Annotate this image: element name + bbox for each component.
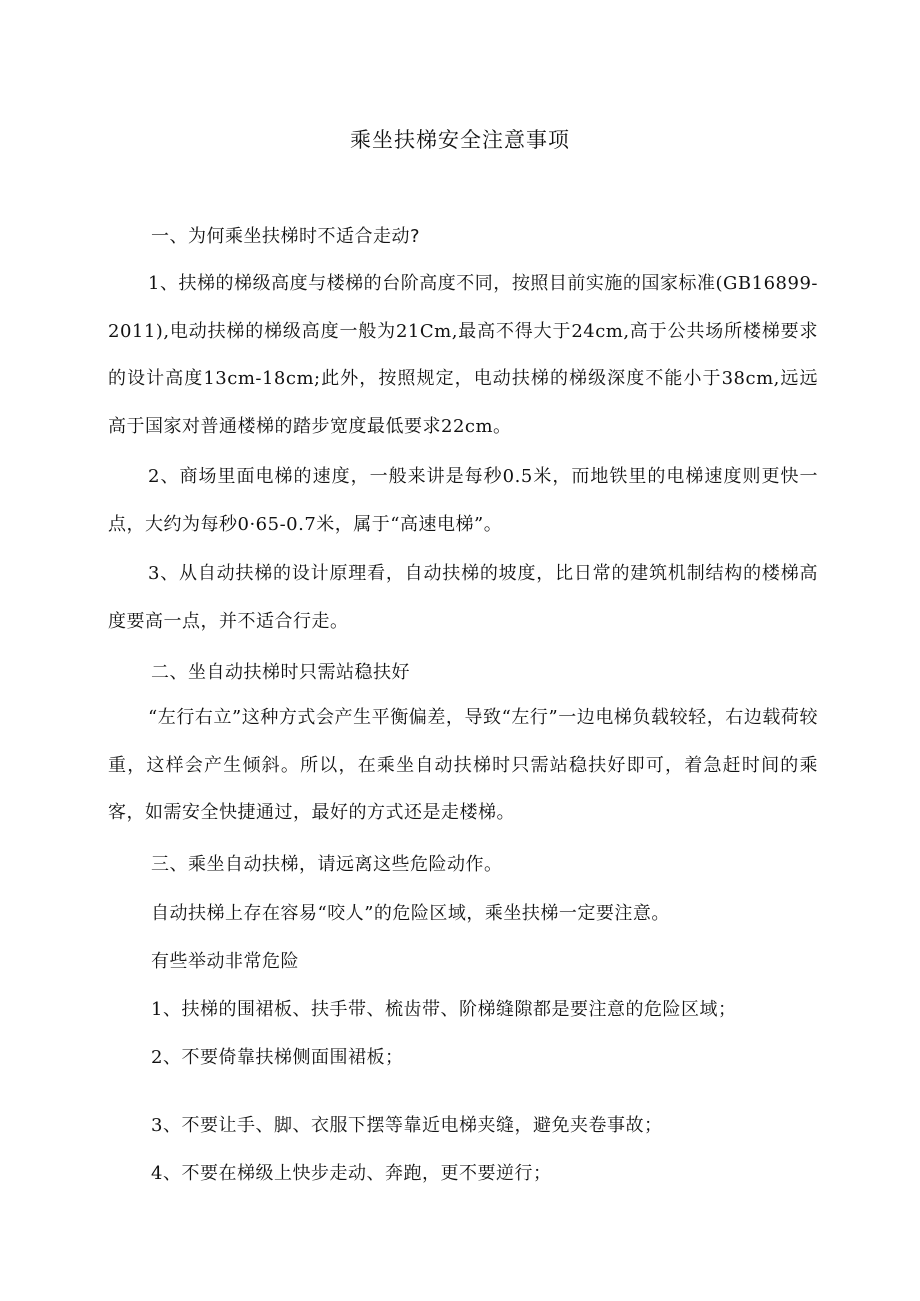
- section-1-paragraph-2: 2、商场里面电梯的速度，一般来讲是每秒0.5米，而地铁里的电梯速度则更快一点，大约为每秒0·65-0.7米，属于“高速电梯”。: [108, 466, 818, 535]
- section-2-heading: 二、坐自动扶梯时只需站稳扶好: [151, 662, 410, 683]
- section-1-paragraph-1: 1、扶梯的梯级高度与楼梯的台阶高度不同，按照目前实施的国家标准(GB16899-2011),电动扶梯的梯级高度一般为21Cm,最高不得大于24cm,高于公共场所楼梯要求的设计高度13cm-18cm;此外，按照规定，电动扶梯的梯级深度不能小于38cm,远远高于国家对普通楼梯的踏步宽度最低要求22cm。: [108, 273, 818, 437]
- section-1-paragraph-3: 3、从自动扶梯的设计原理看，自动扶梯的坡度，比日常的建筑机制结构的楼梯高度要高一点，并不适合行走。: [108, 563, 818, 632]
- list-item: 3、不要让手、脚、衣服下摆等靠近电梯夹缝，避免夹卷事故；: [151, 1115, 663, 1136]
- section-3-intro: 自动扶梯上存在容易“咬人”的危险区域，乘坐扶梯一定要注意。: [151, 903, 670, 924]
- list-item: 4、不要在梯级上快步走动、奔跑，更不要逆行；: [151, 1163, 552, 1184]
- section-3-subheading: 有些举动非常危险: [151, 951, 299, 972]
- section-2-paragraph: “左行右立”这种方式会产生平衡偏差，导致“左行”一边电梯负载较轻，右边载荷较重，这样会产生倾斜。所以，在乘坐自动扶梯时只需站稳扶好即可，着急赶时间的乘客，如需安全快捷通过，最好的方式还是走楼梯。: [108, 707, 818, 824]
- page-title: 乘坐扶梯安全注意事项: [350, 128, 570, 152]
- list-item: 1、扶梯的围裙板、扶手带、梳齿带、阶梯缝隙都是要注意的危险区域；: [151, 999, 737, 1020]
- section-3-heading: 三、乘坐自动扶梯，请远离这些危险动作。: [151, 854, 503, 875]
- section-1-heading: 一、为何乘坐扶梯时不适合走动?: [151, 226, 421, 247]
- list-item: 2、不要倚靠扶梯侧面围裙板；: [151, 1047, 404, 1068]
